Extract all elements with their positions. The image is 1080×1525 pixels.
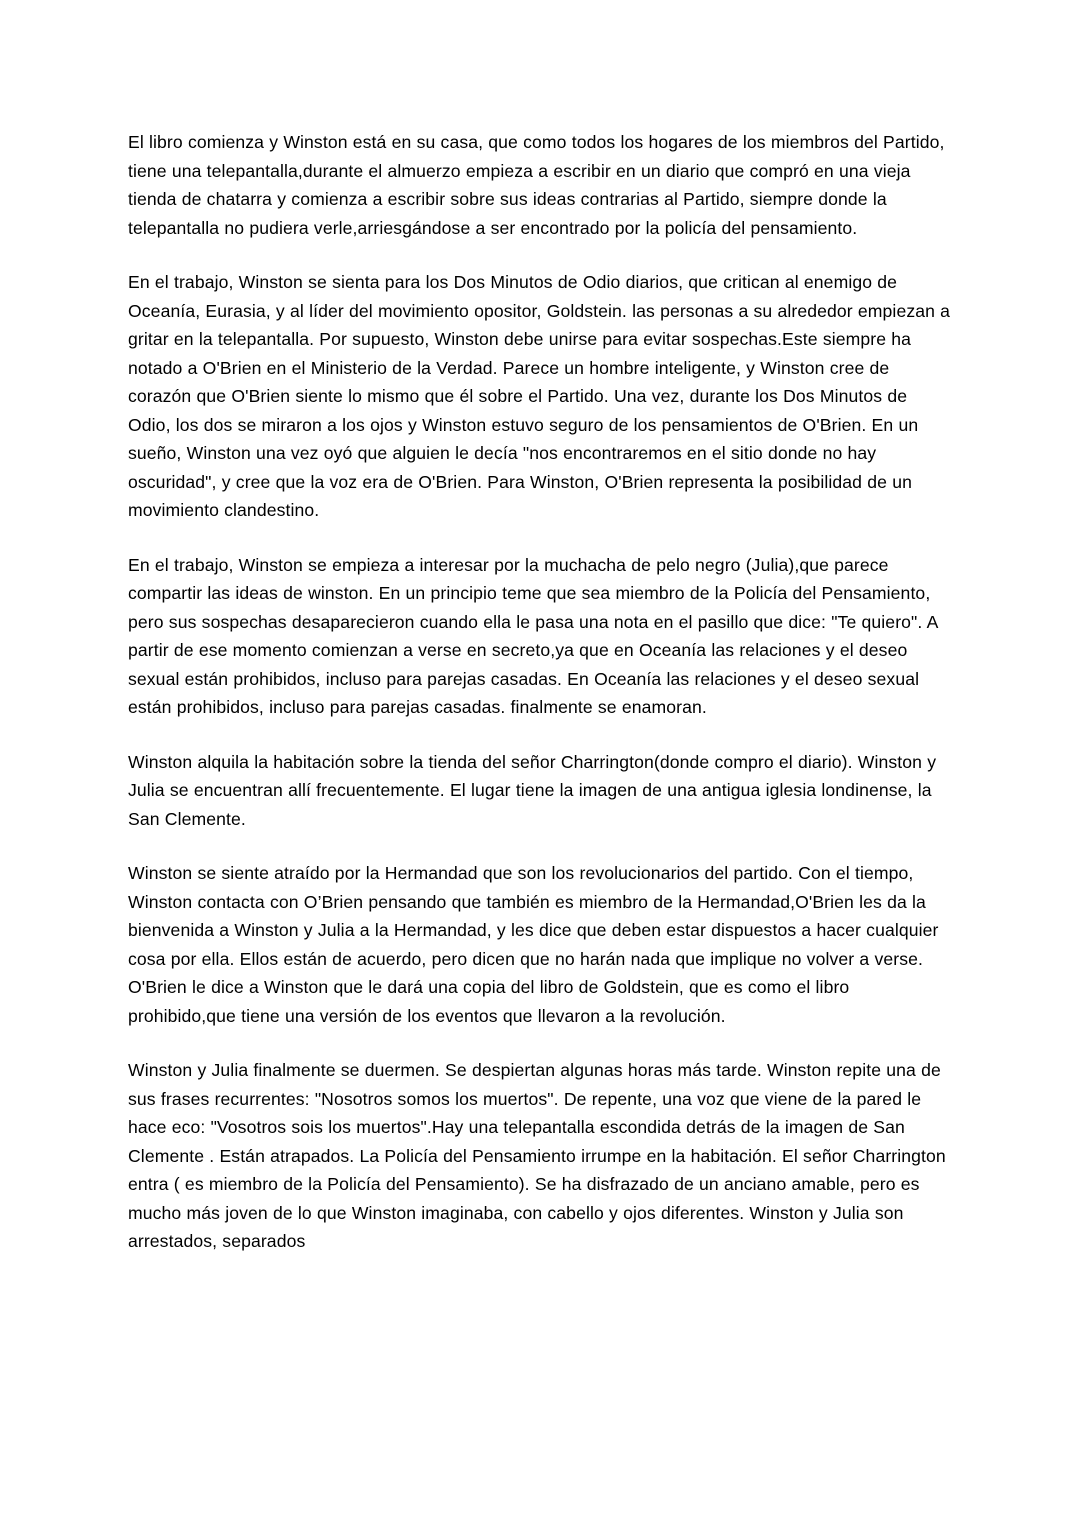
paragraph: En el trabajo, Winston se empieza a interesar por la muchacha de pelo negro (Julia),que parece compartir las ideas de winston. En un principio teme que sea miembro de la Policía del Pensamiento, pero sus sospechas desaparecieron cuando ella le pasa una nota en el pasillo que dice: "Te quiero". A partir de ese momento comienzan a verse en secreto,ya que en Oceanía las relaciones y el deseo sexual están prohibidos, incluso para parejas casadas. En Oceanía las relaciones y el deseo sexual están prohibidos, incluso para parejas casadas. finalmente se enamoran. (128, 554, 938, 717)
document-body (128, 128, 952, 1256)
paragraph: Winston se siente atraído por la Hermandad que son los revolucionarios del partido. Con el tiempo, Winston contacta con O’Brien pensando que también es miembro de la Hermandad,O'Brien les da la bienvenida a Winston y Julia a la Hermandad, y les dice que deben estar dispuestos a hacer cualquier cosa por ella. Ellos están de acuerdo, pero dicen que no harán nada que implique no volver a verse. O'Brien le dice a Winston que le dará una copia del libro de Goldstein, que es como el libro prohibido,que tiene una versión de los eventos que llevaron a la revolución. (128, 863, 939, 1026)
paragraph: Winston alquila la habitación sobre la tienda del señor Charrington(donde compro el diario). Winston y Julia se encuentran allí frecuentemente. El lugar tiene la imagen de una antigua iglesia londinense, la San Clemente. (128, 751, 937, 829)
paragraph: El libro comienza y Winston está en su casa, que como todos los hogares de los miembros del Partido, tiene una telepantalla,durante el almuerzo empieza a escribir en un diario que compró en una vieja tienda de chatarra y comienza a escribir sobre sus ideas contrarias al Partido, siempre donde la telepantalla no pudiera verle,arriesgándose a ser encontrado por la policía del pensamiento. (128, 132, 945, 238)
paragraph: En el trabajo, Winston se sienta para los Dos Minutos de Odio diarios, que critican al enemigo de Oceanía, Eurasia, y al líder del movimiento opositor, Goldstein. las personas a su alrededor empiezan a gritar en la telepantalla. Por supuesto, Winston debe unirse para evitar sospechas.Este siempre ha notado a O'Brien en el Ministerio de la Verdad. Parece un hombre inteligente, y Winston cree de corazón que O'Brien siente lo mismo que él sobre el Partido. Una vez, durante los Dos Minutos de Odio, los dos se miraron a los ojos y Winston estuvo seguro de los pensamientos de O'Brien. En un sueño, Winston una vez oyó que alguien le decía "nos encontraremos en el sitio donde no hay oscuridad", y cree que la voz era de O'Brien. Para Winston, O'Brien representa la posibilidad de un movimiento clandestino. (128, 272, 951, 520)
paragraph: Winston y Julia finalmente se duermen. Se despiertan algunas horas más tarde. Winston repite una de sus frases recurrentes: "Nosotros somos los muertos". De repente, una voz que viene de la pared le hace eco: "Vosotros sois los muertos".Hay una telepantalla escondida detrás de la imagen de San Clemente . Están atrapados. La Policía del Pensamiento irrumpe en la habitación. El señor Charrington entra ( es miembro de la Policía del Pensamiento). Se ha disfrazado de un anciano amable, pero es mucho más joven de lo que Winston imaginaba, con cabello y ojos diferentes. Winston y Julia son arrestados, separados (128, 1060, 946, 1251)
